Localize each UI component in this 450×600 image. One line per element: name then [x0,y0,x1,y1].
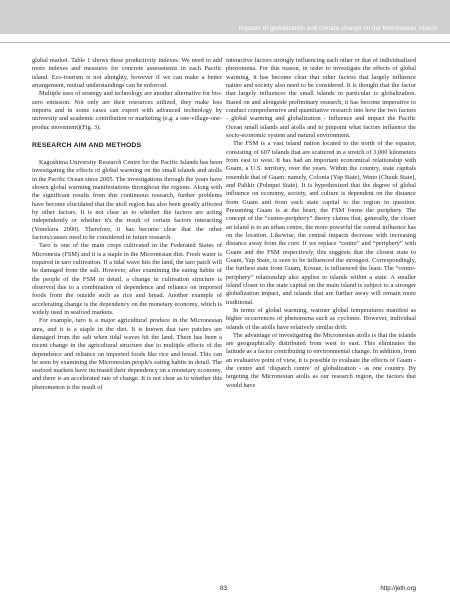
right-text-column [226,57,416,390]
running-header-title: Impacts of globalization and climate change on the Micronesian islands [238,25,438,32]
header-divider [0,42,450,43]
paragraph: interactive factors strongly influencing each other or that of individualized phenomena. For this reason, in order to investigate the effects of global warming, it has become clear that other factors that largely influence nature and society also need to be considered. It is thought that the factor that largely influences the small islands in particular is globalization. Based on and alongside preliminary research, it has become imperative to conduct comprehensive and quantitative research into how the two factors - global warming and globalization - influence and impact the Pacific Ocean small islands and atolls and to pinpoint what factors influence the socio-economic system and natural environment. [226,57,416,139]
left-text-column [32,57,222,392]
paragraph: global market. Table 1 shows these productivity indexes. We need to add more indexes and measures for concrete assessments in each Pacific island. Eco-tourism is not almighty, however if we can make a better arrangement, mutual understandings can be enforced. [32,57,222,89]
paragraph: The advantage of investigating the Micronesian atolls is that the islands are geographically distributed from west to east. This eliminates the latitude as a factor contributing to environmental change. In addition, from an evaluative point of view, it is possible to evaluate the effects of Guam - the centre and ‘dispatch centre’ of globalization - as one country. By targeting the Micronesian atolls as our research region, the factors that would have [226,331,416,389]
section-heading: RESEARCH AIM AND METHODS [32,141,142,149]
paragraph: Taro is one of the main crops cultivated in the Federated States of Micronesia (FSM) and it is a staple in the Micronesian diet. Fresh water is required in taro cultivation. If a tidal wave hits the land, the taro patch will be damaged from the salt. However, after examining the eating habits of the people of the FSM in detail, a change in cultivation structure is observed due to a combination of dependence and reliance on imported foods from the outside such as rice and bread. Another example of accelerating change is the dependency on the monetary economy, which is widely used in seafood markets. [32,242,222,316]
page-number: 83 [220,585,228,592]
journal-url: http://jeth.org [380,585,416,592]
paragraph: Multiple uses of strategy and technology are another alternative for bio-zero emission. Not only are their resources utilized, they make less imports and in some cases can export with advanced technology by university and academic contribution or marketing (e.g. a one-village-one-produc movement)(Fig. 3). [32,90,222,131]
paragraph: In terms of global warming, warmer global temperatures manifest as higher occurrences of phenomena such as cyclones. However, individual islands of the atolls have relatively similar drift. [226,306,416,331]
paragraph: The FSM is a vast island nation located to the north of the equator, consisting of 607 islands that are scattered in a stretch of 3,000 kilometers from east to west. It has had an important economical relationship with Guam, a U.S. territory, over the years. Within the country, state capitals resemble that of Guam: namely, Colonia (Yap State), Weno (Chuuk State), and Palikir (Pohnpei State). It is hypothesized that the degree of global influence on economy, society, and culture is dependent on the distance from Guam and from each state capital to the region in question. Presuming Guam is at the heart, the FSM forms the periphery. The concept of the “centre-periphery” theory claims that, generally, the closer an island is to an urban centre, the more powerful the central influence has on the location. Likewise, the central impacts decrease with increasing distance away from the core. If we replace “centre” and “periphery” with Guam and the FSM respectively, this suggests that the closest state to Guam, Yap State, is seen to be influenced the strongest. Correspondingly, the furthest state from Guam, Kosrae, is influenced the least. The “centre-periphery” relationship also applies to islands within a state. A smaller island closer to the state capital on the main island is subject to a stronger globalization impact, and islands that are further away will remain more traditional. [226,140,416,306]
paragraph: Kagoshima University Research Centre for the Pacific Islands has been investigating the effects of global warming on the small islands and atolls in the Pacific Ocean since 2005. The investigations through the years have shown global warming manifestations throughout the regions. Along with the significant results from this continuous research, further problems have become elucidated that the atoll region has also been greatly affected by other factors. It is not clear as to whether the factors are acting independently or whether it's the result of certain factors interacting (Yonekura 2000). Therefore, it has become clear that the other factors/causes need to be considered in future research. [32,158,222,241]
header-band [0,0,450,34]
paragraph: For example, taro is a major agricultural produce in the Micronesian area, and it is a staple in the diet. It is known that taro patches are damaged from the salt when tidal waves hit the land. There has been a recent change in the agricultural structure due to multiple effects of the dependence and reliance on imported foods like rice and bread. This can be seen by examining the Micronesian people's eating habits in detail. The seafood markets have increased their dependency on a monetary economy, and there is an accelerated rate of change. It is not clear as to whether this phenomenon is the result of [32,317,222,391]
